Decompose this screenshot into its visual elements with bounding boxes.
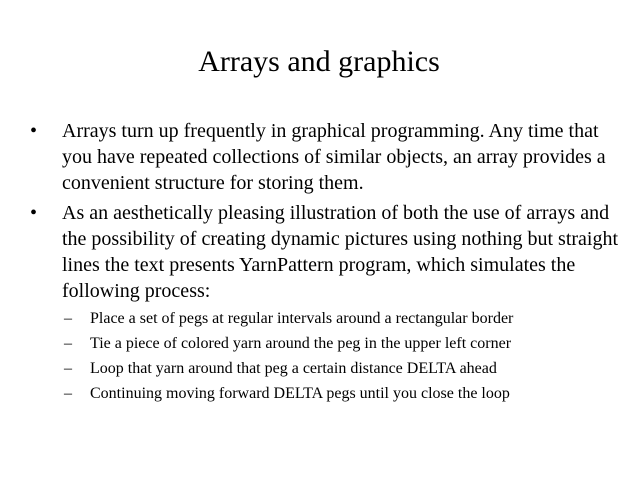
bullet-item — [30, 118, 630, 196]
sub-bullet-item — [62, 358, 630, 380]
bullet-text: As an aesthetically pleasing illustration of both the use of arrays and the possibility of creating dynamic pictures using nothing but straight lines the text presents YarnPattern program, which simulates the following process: — [62, 202, 619, 302]
bullet-marker: • — [30, 202, 38, 224]
sub-bullet-item — [62, 383, 630, 405]
bullet-list — [30, 118, 630, 409]
sub-bullet-text: Loop that yarn around that peg a certain distance DELTA ahead — [90, 360, 497, 377]
sub-bullet-text: Continuing moving forward DELTA pegs until you close the loop — [90, 385, 510, 402]
sub-bullet-marker: – — [64, 310, 72, 327]
sub-bullet-item — [62, 308, 630, 330]
slide-title: Arrays and graphics — [198, 45, 440, 78]
sub-bullet-marker: – — [64, 385, 72, 402]
sub-bullet-text: Tie a piece of colored yarn around the peg in the upper left corner — [90, 335, 512, 352]
sub-bullet-item — [62, 333, 630, 355]
sub-bullet-marker: – — [64, 335, 72, 352]
bullet-text: Arrays turn up frequently in graphical programming. Any time that you have repeated collections of similar objects, an array provides a convenient structure for storing them. — [62, 120, 606, 194]
bullet-marker: • — [30, 120, 38, 142]
sub-bullet-text: Place a set of pegs at regular intervals around a rectangular border — [90, 310, 514, 327]
sub-bullet-list — [62, 308, 630, 405]
bullet-item — [30, 200, 630, 405]
sub-bullet-marker: – — [64, 360, 72, 377]
